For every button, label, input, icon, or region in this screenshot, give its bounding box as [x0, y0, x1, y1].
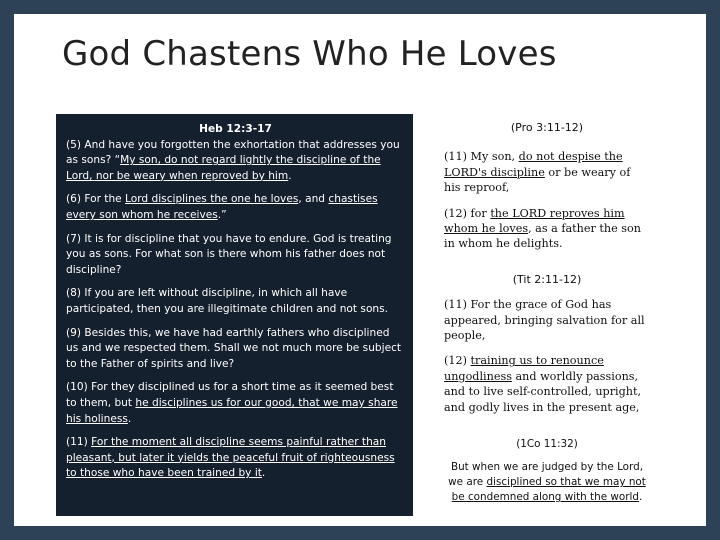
verse-underlined-text: For the moment all discipline seems painful rather than pleasant, but later it yields the peaceful fruit of righteousness to those who have been trained by it [66, 436, 395, 480]
verse-underlined-text: do not despise the LORD's discipline [444, 150, 623, 179]
verse-text: , and [298, 193, 329, 206]
slide-title: God Chastens Who He Loves [62, 34, 557, 74]
titus-verse-11: (11) For the grace of God has appeared, bringing salvation for all people, [444, 298, 645, 343]
verse-text: (12) [444, 354, 471, 368]
verse-underlined-text: he disciplines us for our good, that we may share his holiness [66, 396, 398, 425]
verse-text: . [261, 467, 266, 480]
verse-text: (10) For they disciplined us for a short time as it seemed best to them, but [66, 381, 394, 409]
proverbs-reference: (Pro 3:11-12) [510, 121, 584, 134]
verse-underlined-text: chastises every son whom he receives [66, 193, 378, 221]
hebrews-verse-8: (8) If you are left without discipline, in which all have participated, then you are illegitimate children and not sons. [66, 287, 389, 315]
hebrews-verse-11 [66, 435, 405, 482]
corinthians-reference: (1Co 11:32) [516, 438, 578, 451]
hebrews-verse-5 [66, 138, 405, 185]
verse-underlined-text: My son, do not regard lightly the discipline of the Lord, nor be weary when reproved by him [66, 154, 381, 182]
hebrews-panel [56, 114, 413, 516]
titus-reference: (Tit 2:11-12) [512, 272, 582, 286]
verse-text: and worldly passions, and to live self-controlled, upright, and godly lives in the present age, [444, 369, 642, 414]
proverbs-verse-12 [444, 206, 650, 252]
verse-text: . [639, 491, 643, 504]
slide [14, 14, 706, 526]
verse-underlined-text: the LORD reproves him whom he loves [444, 206, 625, 236]
hebrews-verse-6 [66, 192, 405, 223]
verse-text: (6) For the [66, 193, 126, 206]
titus-verse-12 [444, 353, 650, 415]
proverbs-verse-11 [444, 149, 650, 195]
verse-underlined-text: Lord disciplines the one he loves [125, 193, 299, 206]
verse-text: (11) My son, [444, 150, 519, 164]
hebrews-verse-9: (9) Besides this, we have had earthly fathers who disciplined us and we respected them. Shall we not much more be subject to the Father of spirits and live? [66, 326, 402, 370]
verse-underlined-text: training us to renounce ungodliness [444, 354, 604, 383]
verse-text: . [127, 412, 132, 425]
verse-text: (11) [66, 436, 92, 449]
hebrews-reference: Heb 12:3-17 [199, 123, 272, 135]
verse-text: .” [217, 208, 227, 221]
verse-text: , as a father the son in whom he delights. [444, 222, 641, 251]
hebrews-verse-7: (7) It is for discipline that you have to endure. God is treating you as sons. For what son is there whom his father does not discipline? [66, 232, 392, 276]
verse-underlined-text: disciplined so that we may not be condemned along with the world [451, 476, 646, 504]
cross-references [444, 120, 650, 505]
corinthians-verse [444, 460, 650, 505]
verse-text: . [288, 169, 292, 182]
hebrews-verse-10 [66, 380, 405, 427]
verse-text: (12) for [444, 206, 491, 220]
verse-text: But when we are judged by the Lord, we are [448, 461, 644, 489]
verse-text: or be weary of his reproof, [444, 165, 631, 195]
verse-text: (5) And have you forgotten the exhortation that addresses you as sons? “ [66, 138, 400, 167]
